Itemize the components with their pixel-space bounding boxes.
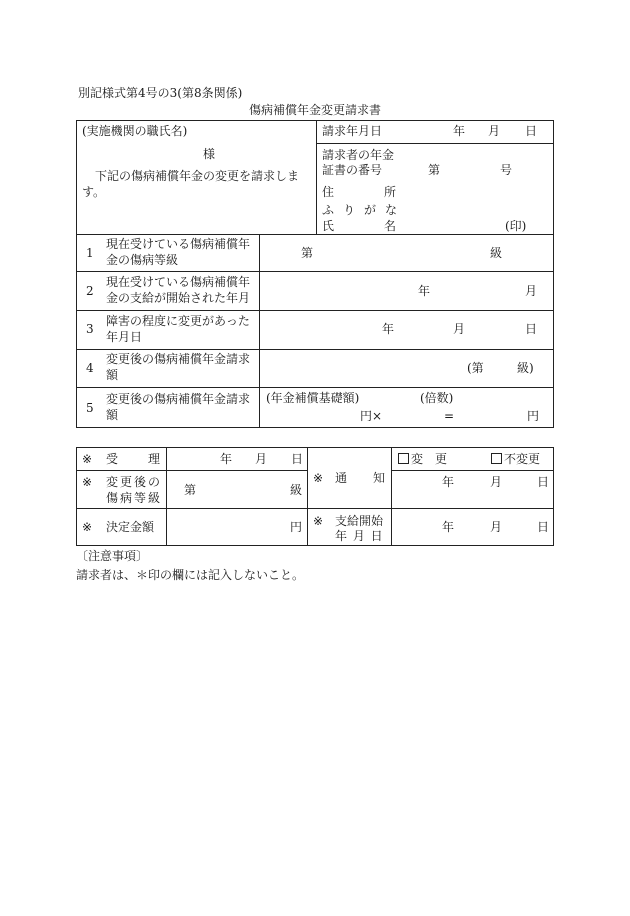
asterisk-mark: ※: [313, 471, 324, 485]
row3-year-unit: 年: [382, 322, 395, 336]
row2-label-line2: 金の支給が開始された年月: [106, 291, 251, 305]
yen-unit: 円: [527, 409, 540, 423]
asterisk-mark: ※: [82, 520, 93, 534]
notice-label-b: 知: [373, 471, 386, 485]
row4-label-line1: 変更後の傷病補償年金請求: [106, 352, 251, 366]
name-label-a: 氏: [322, 219, 335, 233]
certificate-dai: 第: [428, 163, 441, 177]
row-number: 5: [86, 401, 94, 415]
receipt-month-unit: 月: [255, 452, 268, 466]
address-label-b: 所: [384, 185, 397, 199]
receipt-label-b: 理: [148, 452, 161, 466]
request-form-table: [76, 120, 554, 428]
yen-times: 円×: [360, 409, 383, 423]
date-month-unit: 月: [488, 124, 501, 138]
page-title: 傷病補償年金変更請求書: [249, 103, 382, 117]
seal-mark: (印): [505, 219, 527, 233]
start-day-unit: 日: [537, 520, 550, 534]
furigana-char: が: [364, 203, 377, 217]
row-number: 1: [86, 246, 94, 260]
row-number: 4: [86, 361, 94, 375]
row2-label-line1: 現在受けている傷病補償年: [106, 275, 251, 289]
date-day-unit: 日: [525, 124, 538, 138]
row-number: 3: [86, 322, 94, 336]
row3-label-line1: 障害の程度に変更があった: [106, 314, 250, 328]
equals-sign: =: [444, 409, 455, 423]
address-label-a: 住: [322, 185, 335, 199]
notice-year-unit: 年: [442, 475, 455, 489]
no-change-label: 不変更: [504, 452, 541, 466]
certificate-label-1: 請求者の年金: [322, 148, 395, 162]
receipt-day-unit: 日: [291, 452, 304, 466]
request-date-label: 請求年月日: [322, 124, 383, 138]
multiplier-label: (倍数): [420, 391, 454, 405]
start-month-unit: 月: [490, 520, 503, 534]
start-year-unit: 年: [442, 520, 455, 534]
row1-dai: 第: [301, 246, 314, 260]
sama-label: 様: [203, 147, 216, 161]
checkbox-icon: [398, 453, 409, 464]
row3-label-line2: 年月日: [106, 330, 143, 344]
notes-heading: 〔注意事項〕: [76, 549, 149, 563]
notice-month-unit: 月: [490, 475, 503, 489]
decision-amount-label: 決定金額: [106, 520, 155, 534]
form-reference: 別記様式第4号の3(第8条関係): [78, 86, 243, 100]
row5-label-line2: 額: [106, 408, 119, 422]
row2-year-unit: 年: [418, 284, 431, 298]
change-label: 変 更: [411, 452, 448, 466]
changed-grade-label-line2: 傷病等級: [106, 491, 163, 505]
notice-label-a: 通: [335, 471, 348, 485]
pension-base-label: (年金補償基礎額): [266, 391, 360, 405]
grade-dai: 第: [184, 483, 197, 497]
institution-head-label: (実施機関の職氏名): [82, 124, 188, 138]
name-label-b: 名: [384, 219, 397, 233]
row5-label-line1: 変更後の傷病補償年金請求: [106, 392, 251, 406]
no-change-checkbox[interactable]: [491, 452, 540, 466]
row3-day-unit: 日: [525, 322, 538, 336]
row3-month-unit: 月: [453, 322, 466, 336]
row1-label-line1: 現在受けている傷病補償年: [106, 237, 251, 251]
row4-dai: (第: [467, 361, 484, 375]
furigana-char: な: [385, 203, 398, 217]
request-text-line2: す。: [82, 185, 106, 199]
grade-kyu: 級: [290, 483, 303, 497]
row1-kyu: 級: [490, 246, 503, 260]
furigana-char: り: [343, 203, 356, 217]
certificate-go: 号: [500, 163, 513, 177]
furigana-char: ふ: [322, 203, 335, 217]
date-year-unit: 年: [453, 124, 466, 138]
receipt-year-unit: 年: [220, 452, 233, 466]
asterisk-mark: ※: [82, 452, 93, 466]
notes-text: 請求者は、＊印の欄には記入しないこと。: [76, 568, 305, 582]
change-checkbox[interactable]: [398, 452, 447, 466]
request-text-line1: 下記の傷病補償年金の変更を請求しま: [95, 169, 300, 183]
certificate-label-2: 証書の番号: [322, 163, 383, 177]
changed-grade-label-line1: 変更後の: [106, 475, 163, 489]
notice-day-unit: 日: [537, 475, 550, 489]
row-number: 2: [86, 284, 94, 298]
asterisk-mark: ※: [313, 514, 324, 528]
row2-month-unit: 月: [525, 284, 538, 298]
payment-start-label-line1: 支給開始: [335, 514, 384, 528]
asterisk-mark: ※: [82, 475, 93, 489]
payment-start-label-line2: 年 月 日: [335, 529, 384, 543]
row1-label-line2: 金の傷病等級: [106, 253, 179, 267]
decision-yen-unit: 円: [290, 520, 303, 534]
checkbox-icon: [491, 453, 502, 464]
row4-kyu: 級): [517, 361, 534, 375]
receipt-label-a: 受: [106, 452, 119, 466]
row4-label-line2: 額: [106, 368, 119, 382]
